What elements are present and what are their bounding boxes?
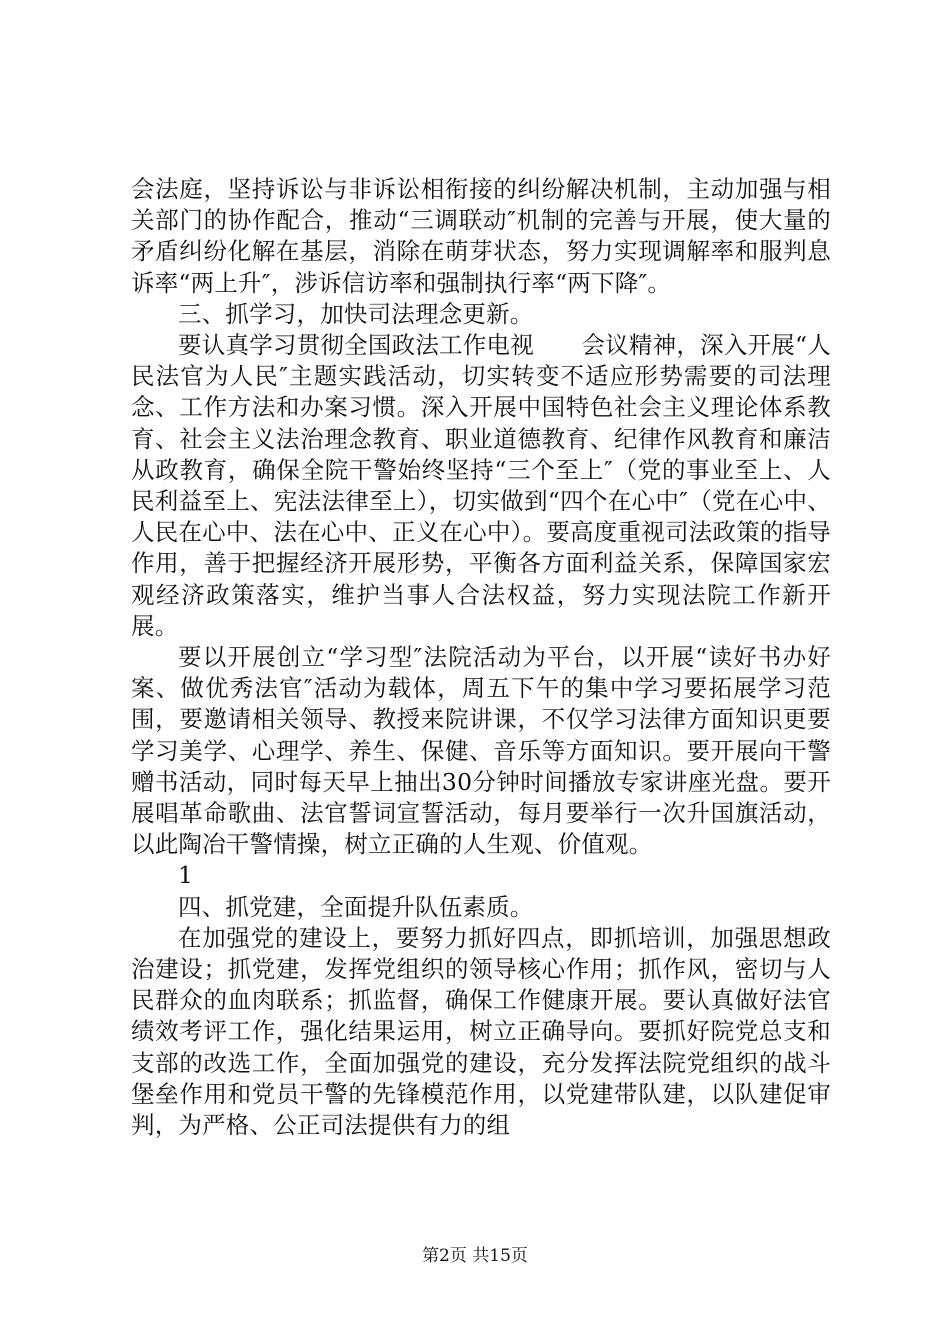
paragraph-learning-court: 要以开展创立“学习型″法院活动为平台，以开展“读好书办好案、做优秀法官″活动为载体，周五下午的集中学习要拓展学习范围，要邀请相关领导、教授来院讲课，不仅学习法律方面知识更要学习美学、心理学、养生、保健、音乐等方面知识。要开展向干警赠书活动，同时每天早上抽出30分钟时间播放专家讲座光盘。要开展唱革命歌曲、法官誓词宣誓活动，每月要举行一次升国旗活动，以此陶冶干警情操，树立正确的人生观、价值观。 xyxy=(131,643,831,859)
paragraph-party-building: 在加强党的建设上，要努力抓好四点，即抓培训，加强思想政治建设；抓党建，发挥党组织的领导核心作用；抓作风，密切与人民群众的血肉联系；抓监督，确保工作健康开展。要认真做好法官绩效考评工作，强化结果运用，树立正确导向。要抓好院党总支和支部的改选工作，全面加强党的建设，充分发挥法院党组织的战斗堡垒作用和党员干警的先锋模范作用，以党建带队建，以队建促审判，为严格、公正司法提供有力的组 xyxy=(131,923,831,1140)
paragraph-continuation: 会法庭，坚持诉讼与非诉讼相衔接的纠纷解决机制，主动加强与相关部门的协作配合，推动“三调联动″机制的完善与开展，使大量的矛盾纠纷化解在基层，消除在萌芽状态，努力实现调解率和服判息诉率“两上升″，涉诉信访率和强制执行率“两下降″。 xyxy=(131,175,831,297)
section-heading-study: 三、抓学习，加快司法理念更新。 xyxy=(178,299,534,328)
page-footer: 第2页 共15页 xyxy=(422,1246,528,1266)
section-heading-party-building: 四、抓党建，全面提升队伍素质。 xyxy=(178,892,534,921)
document-body xyxy=(131,174,831,1141)
paragraph-study-concept: 要认真学习贯彻全国政法工作电视 会议精神，深入开展“人民法官为人民″主题实践活动，切实转变不适应形势需要的司法理念、工作方法和办案习惯。深入开展中国特色社会主义理论体系教育、社会主义法治理念教育、职业道德教育、纪律作风教育和廉洁从政教育，确保全院干警始终坚持“三个至上″（党的事业至上、人民利益至上、宪法法律至上），切实做到“四个在心中″（党在心中、人民在心中、法在心中、正义在心中）。要高度重视司法政策的指导作用，善于把握经济开展形势，平衡各方面利益关系，保障国家宏观经济政策落实，维护当事人合法权益，努力实现法院工作新开展。 xyxy=(131,331,831,640)
inline-page-number: 1 xyxy=(178,861,193,890)
